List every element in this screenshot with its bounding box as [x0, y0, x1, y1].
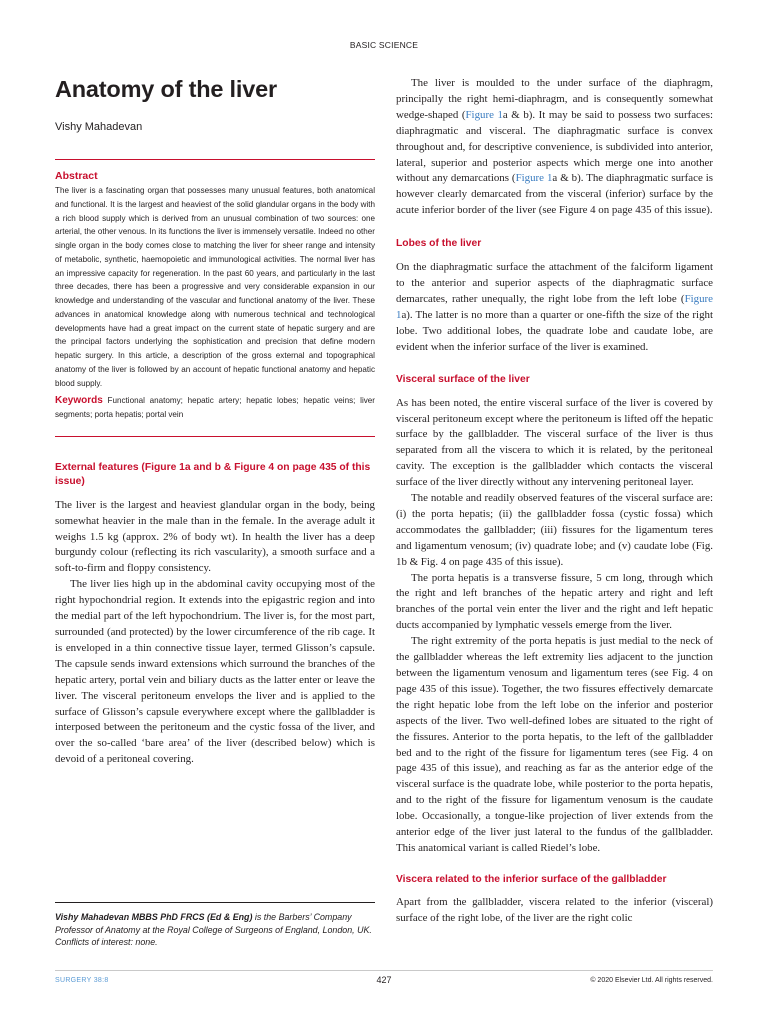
footer-rule [55, 970, 713, 971]
footnote-author-name: Vishy Mahadevan MBBS PhD FRCS (Ed & Eng) [55, 912, 253, 922]
author-name: Vishy Mahadevan [55, 121, 143, 133]
footnote-affiliation: is the Barbers’ Company Professor of Anatomy at the Royal College of Surgeons of England, London, UK. Conflicts of interest: none. [55, 912, 372, 947]
external-paragraph-1: The liver is the largest and heaviest glandular organ in the body, being somewhat heavier in the male than in the female. In the average adult it weighs 1.5 kg (approx. 2% of body wt). In health the liver has a deep burgundy colour (reflecting its rich vascularity), a smooth surface and a soft-to-firm and floppy consistency. [55, 498, 375, 575]
article-title: Anatomy of the liver [55, 76, 277, 102]
visceral-paragraph-4: The right extremity of the porta hepatis is just medial to the neck of the gallbladder whereas the left extremity lies adjacent to the junction between the ligamentum venosum and ligamentum teres (see Fig. 4 on page 435 of this issue). Together, the two fissures effectively demarcate the right hepatic lobe from the left lobe on the inferior and posterior aspects of the liver. Two well-defined lobes are situated to the right of the fissures. Anterior to the porta hepatis, to the left of the gallbladder bed and to the right of the fissure for ligamentum teres (see Fig. 4 on page 435 of this issue), and reaching as far as the anterior edge of the visceral surface is the quadrate lobe, while posterior to the porta hepatis, and to the right of the fissure for ligamentum venosum is the caudate lobe. Occasionally, a tongue-like projection of liver extends from the anterior edge of the liver just lateral to the fundus of the gallbladder. This anatomical variant is called Riedel’s lobe. [396, 635, 713, 854]
abstract-box [55, 159, 375, 437]
intro-paragraph [396, 76, 713, 219]
visceral-paragraph-3: The porta hepatis is a transverse fissure, 5 cm long, through which the right and left branches of the hepatic artery and right and left branches of the portal vein enter the liver and the right and left hepatic ducts accompanied by lymphatic vessels emerge from the liver. [396, 571, 713, 632]
intro-text-c: a & b). The diaphragmatic surface is however clearly demarcated from the visceral (inferior) surface by the acute inferior border of the liver (see Figure 4 on page 435 of this issue). [396, 172, 714, 217]
lobes-paragraph [396, 260, 713, 355]
keywords [55, 394, 375, 422]
keywords-list: Functional anatomy; hepatic artery; hepatic lobes; hepatic veins; liver segments; porta hepatis; portal vein [55, 396, 375, 419]
figure-1-link-3[interactable]: Figure 1 [396, 292, 713, 321]
author-footnote [55, 911, 375, 949]
copyright-notice: © 2020 Elsevier Ltd. All rights reserved. [590, 977, 713, 984]
figure-1-link-2[interactable]: Figure 1 [515, 172, 553, 185]
abstract-heading: Abstract [55, 170, 98, 182]
visceral-surface-heading: Visceral surface of the liver [396, 373, 530, 385]
lobes-text-b: a). The latter is no more than a quarter or one-fifth the size of the right lobe. Two additional lobes, the quadrate lobe and caudate lobe, are evident when the inferior surface of the liver is examined. [396, 308, 713, 353]
external-paragraph-2: The liver lies high up in the abdominal cavity occupying most of the right hypochondrial region. It extends into the epigastric region and into the medial part of the left hypochondrium. The liver is, for the most part, surrounded (and protected) by the lower circumference of the rib cage. It is enveloped in a thin connective tissue layer, termed Glisson’s capsule. The capsule sends inward extensions which surround the branches of the hepatic artery, portal vein and biliary ducts as the latter enter or leave the liver. The visceral peritoneum envelops the liver and is applied to the surface of Glisson’s capsule everywhere except where the gallbladder is interposed between the peritoneum and the cystic fossa of the liver, and over the so-called ‘bare area’ of the liver (described below) which is devoid of a peritoneal covering. [55, 578, 375, 766]
external-features-heading: External features (Figure 1a and b & Figure 4 on page 435 of this issue) [55, 461, 371, 487]
intro-text-b: a & b). It may be said to possess two surfaces: diaphragmatic and visceral. The diaphragmatic surface is convex throughout and, for descriptive convenience, is subdivided into anterior, lateral, superior and posterior aspects which merge one into another without any demarcations ( [396, 108, 713, 185]
section-label: BASIC SCIENCE [349, 40, 419, 50]
visceral-paragraph-1: As has been noted, the entire visceral surface of the liver is covered by visceral peritoneum except where the peritoneum is lifted off the hepatic surface by the gallbladder. The visceral surface of the liver is thus separated from all the viscera to which it is related, by the peritoneal cavity. The exception is the gallbladder which contacts the visceral surface of the liver directly without any intervening peritoneal layer. [396, 396, 713, 489]
abstract-bottom-rule [55, 436, 375, 437]
lobes-heading: Lobes of the liver [396, 238, 482, 250]
viscera-paragraph-1: Apart from the gallbladder, viscera related to the inferior (visceral) surface of the right lobe, of the liver are the right colic [396, 895, 713, 924]
viscera-heading: Viscera related to the inferior surface of the gallbladder [396, 873, 667, 885]
abstract-text: The liver is a fascinating organ that possesses many unusual features, both anatomical and functional. It is the largest and heaviest of the solid glandular organs in the body with a rich blood supply which is derived from an unusual combination of two sources: one arterial, the other venous. In its functions the liver is immensely versatile. Indeed no other single organ in the body comes close to matching the liver for sheer range and intensity of metabolic, synthetic, haemopoietic and immunological activities. The normal liver has an impressive capacity for regeneration. In the past 60 years, and particularly in the last three decades, there has been a progressive and very considerable expansion in our knowledge and understanding of the vascular and functional anatomy of the liver. These advances in anatomical knowledge along with numerous technical and technological developments have had a great impact on the current state of hepatic surgery and are the principal factors underlying the sophistication and precision that define modern hepatic surgery. In this article, a description of the gross external and topographical anatomy of the liver is followed by an account of hepatic functional anatomy and hepatic blood supply. [55, 186, 375, 388]
right-column [396, 76, 713, 927]
lobes-text-a: On the diaphragmatic surface the attachment of the falciform ligament to the anterior and superior aspects of the diaphragmatic surface demarcates, rather unequally, the right lobe from the left lobe ( [396, 261, 713, 305]
footnote-rule [55, 902, 375, 903]
page-number: 427 [376, 975, 392, 985]
intro-text-a: The liver is moulded to the under surface of the diaphragm, principally the right hemi-diaphragm, and is consequently somewhat wedge-shaped ( [396, 77, 713, 121]
keywords-label: Keywords [55, 395, 103, 407]
journal-citation: SURGERY 38:8 [55, 977, 109, 984]
figure-1-link[interactable]: Figure 1 [465, 108, 503, 121]
visceral-paragraph-2: The notable and readily observed features of the visceral surface are: (i) the porta hepatis; (ii) the gallbladder fossa (cystic fossa) which accommodates the gallbladder; (iii) fissures for the ligamentum teres and ligamentum venosum; (iv) quadrate lobe; and (v) caudate lobe (Fig. 1b & Fig. 4 on page 435 of this issue). [396, 492, 713, 568]
left-column [55, 74, 375, 768]
